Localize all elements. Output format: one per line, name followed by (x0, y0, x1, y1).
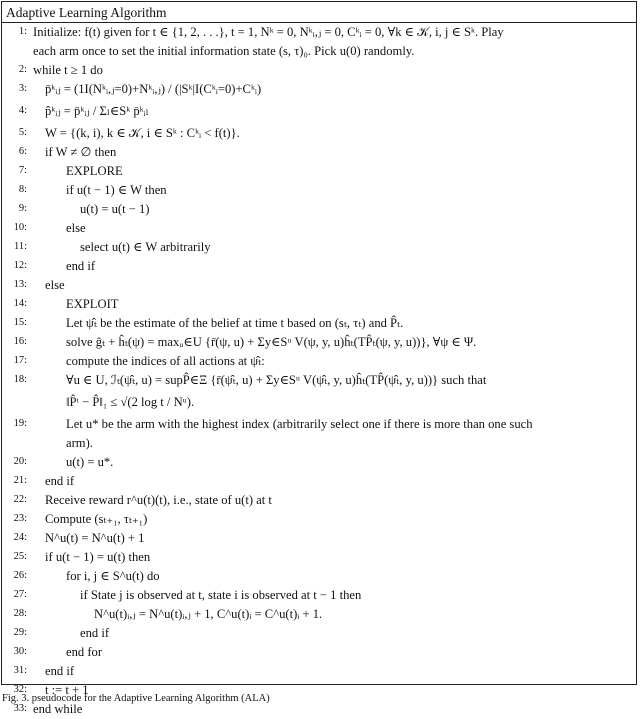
line-number: 6: (18, 146, 27, 157)
line-text: t := t + 1 (45, 683, 89, 697)
algorithm-line (2, 471, 636, 491)
algorithm-line (2, 199, 636, 219)
algorithm-line (2, 123, 636, 143)
algorithm-line (2, 101, 636, 121)
line-text: Let u* be the arm with the highest index (arbitrarily select one if there is more than one such (66, 417, 533, 431)
line-text: end if (45, 664, 75, 678)
line-number: 21: (13, 475, 27, 486)
line-text: end while (33, 702, 83, 716)
line-text: N^u(t) = N^u(t) + 1 (45, 531, 145, 545)
line-text: end if (45, 474, 75, 488)
algorithm-line (2, 351, 636, 371)
line-text: W = {(k, i), k ∈ 𝒦, i ∈ Sᵏ : Cᵏᵢ < f(t)}. (45, 126, 240, 140)
line-number: 18: (13, 374, 27, 385)
line-text: if u(t − 1) ∈ W then (66, 183, 167, 197)
algorithm-line (2, 642, 636, 662)
line-text: each arm once to set the initial information state (s, τ)₀. Pick u(0) randomly. (33, 44, 415, 58)
algorithm-line (2, 370, 636, 390)
line-number: 9: (18, 203, 27, 214)
line-number: 31: (13, 665, 27, 676)
line-number: 13: (13, 279, 27, 290)
line-text: compute the indices of all actions at ψ̂ₜ: (66, 354, 265, 368)
line-text: if u(t − 1) = u(t) then (45, 550, 151, 564)
algorithm-line (2, 161, 636, 181)
line-number: 23: (13, 513, 27, 524)
line-number: 11: (13, 241, 27, 252)
line-number: 16: (13, 336, 27, 347)
line-number: 15: (13, 317, 27, 328)
line-text: p̄ᵏᵢⱼ = (1I(Nᵏᵢ,ⱼ=0)+Nᵏᵢ,ⱼ) / (|Sᵏ|I(Cᵏᵢ=0)+Cᵏᵢ) (45, 82, 262, 96)
algorithm-line (2, 528, 636, 548)
algorithm-line (2, 661, 636, 681)
line-text: Receive reward r^u(t)(t), i.e., state of u(t) at t (45, 493, 272, 507)
line-text: for i, j ∈ S^u(t) do (66, 569, 160, 583)
line-number: 27: (13, 589, 27, 600)
line-number: 14: (13, 298, 27, 309)
line-number: 33: (13, 703, 27, 714)
algorithm-line (2, 547, 636, 567)
line-text: if State j is observed at t, state i is observed at t − 1 then (80, 588, 362, 602)
algorithm-line (2, 180, 636, 200)
algorithm-line (2, 256, 636, 276)
line-number: 19: (13, 418, 27, 429)
line-text: EXPLOIT (66, 297, 119, 311)
line-number: 3: (18, 83, 27, 94)
algorithm-line (2, 275, 636, 295)
algorithm-line (2, 41, 636, 61)
line-text: Initialize: f(t) given for t ∈ {1, 2, . . .}, t = 1, Nᵏ = 0, Nᵏᵢ,ⱼ = 0, Cᵏᵢ = 0, ∀k ∈ 𝒦, i, j ∈ Sᵏ. Play (33, 25, 504, 39)
algorithm-line (2, 566, 636, 586)
line-text: arm). (66, 436, 93, 450)
line-number: 10: (13, 222, 27, 233)
algorithm-line (2, 452, 636, 472)
line-text: else (66, 221, 86, 235)
line-text: end if (80, 626, 110, 640)
line-number: 20: (13, 456, 27, 467)
line-number: 17: (13, 355, 27, 366)
line-text: if W ≠ ∅ then (45, 145, 117, 159)
line-text: else (45, 278, 65, 292)
line-number: 32: (13, 684, 27, 695)
line-text: EXPLORE (66, 164, 123, 178)
algorithm-title: Adaptive Learning Algorithm (6, 5, 167, 20)
line-text: solve ĝₜ + ĥₜ(ψ) = maxᵤ∈U {r̄(ψ, u) + Σy∈Sᵘ V(ψ, y, u)ĥₜ(TP̂ₜ(ψ, y, u))}, ∀ψ ∈ Ψ. (66, 335, 477, 349)
line-number: 28: (13, 608, 27, 619)
algorithm-line (2, 218, 636, 238)
line-text: N^u(t)ᵢ,ⱼ = N^u(t)ᵢ,ⱼ + 1, C^u(t)ᵢ = C^u(t)ᵢ + 1. (94, 607, 323, 621)
line-text: select u(t) ∈ W arbitrarily (80, 240, 211, 254)
line-number: 25: (13, 551, 27, 562)
algorithm-line (2, 237, 636, 257)
algorithm-line (2, 142, 636, 162)
algorithm-line (2, 22, 636, 42)
line-number: 5: (18, 127, 27, 138)
line-text: u(t) = u(t − 1) (80, 202, 150, 216)
line-text: p̂ᵏᵢⱼ = p̄ᵏᵢⱼ / Σₗ∈Sᵏ p̄ᵏᵢₗ (45, 104, 149, 118)
line-text: Let ψ̂ₜ be the estimate of the belief at time t based on (sₜ, τₜ) and P̂ₜ. (66, 316, 404, 330)
algorithm-line (2, 332, 636, 352)
line-text: Compute (sₜ₊₁, τₜ₊₁) (45, 512, 148, 526)
line-number: 22: (13, 494, 27, 505)
line-text: end for (66, 645, 103, 659)
figure-caption: Fig. 3. pseudocode for the Adaptive Learning Algorithm (ALA) (2, 693, 270, 704)
line-number: 4: (18, 105, 27, 116)
algorithm-line (2, 392, 636, 412)
algorithm-line (2, 60, 636, 80)
line-number: 24: (13, 532, 27, 543)
line-text: end if (66, 259, 96, 273)
line-number: 7: (18, 165, 27, 176)
line-number: 29: (13, 627, 27, 638)
algorithm-line (2, 414, 636, 434)
line-number: 26: (13, 570, 27, 581)
line-text: ‖P̂ᵗ − P̂‖₁ ≤ √(2 log t / Nᵘ). (66, 395, 195, 409)
algorithm-line (2, 433, 636, 453)
line-text: while t ≥ 1 do (33, 63, 103, 77)
algorithm-line (2, 604, 636, 624)
line-number: 1: (18, 26, 27, 37)
algorithm-line (2, 585, 636, 605)
algorithm-line (2, 490, 636, 510)
algorithm-line (2, 79, 636, 99)
line-number: 12: (13, 260, 27, 271)
line-text: u(t) = u*. (66, 455, 114, 469)
algorithm-line (2, 509, 636, 529)
line-number: 30: (13, 646, 27, 657)
line-number: 2: (18, 64, 27, 75)
algorithm-line (2, 623, 636, 643)
algorithm-line (2, 313, 636, 333)
line-text: ∀u ∈ U, ℐₜ(ψ̂ₜ, u) = supP̂∈Ξ {r̄(ψ̂ₜ, u) + Σy∈Sᵘ V(ψ̂ₜ, y, u)ĥₜ(TP̂(ψ̂ₜ, y, u))} such that (66, 373, 487, 387)
line-number: 8: (18, 184, 27, 195)
algorithm-line (2, 294, 636, 314)
